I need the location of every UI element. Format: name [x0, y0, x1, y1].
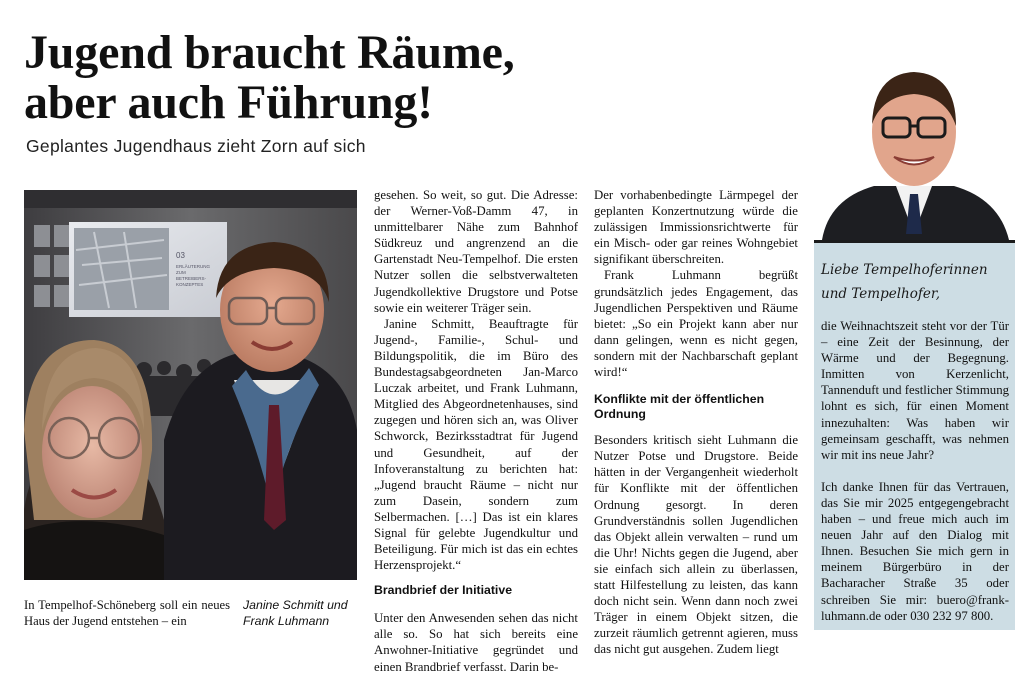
headline-line-2: aber auch Führung! — [24, 76, 433, 129]
slide-title-3: BETREIBERS- — [176, 276, 207, 281]
col3-subheading: Konflikte mit der öffentlichen Ordnung — [594, 392, 765, 422]
greeting-line-2: und Tempelhofer, — [821, 286, 941, 302]
caption-body: In Tempelhof-Schöneberg soll ein neues Haus der Jugend entstehen – ein — [24, 598, 230, 628]
slide-title-2: ZUM — [176, 270, 186, 275]
headline — [24, 28, 744, 128]
col2-paragraph-3: Unter den Anwesenden sehen das nicht alle so. So hat sich bereits eine Anwohner-Initiative gegründet und einen Brandbrief verfasst. Darin be- — [374, 611, 578, 674]
subtitle: Geplantes Jugendhaus zieht Zorn auf sich — [26, 136, 366, 156]
author-portrait — [814, 64, 1014, 240]
col2-subheading: Brandbrief der Initiative — [374, 583, 513, 598]
headline-line-1: Jugend braucht Räume, — [24, 26, 515, 79]
slide-number: 03 — [176, 251, 185, 260]
article-column-2 — [374, 187, 578, 675]
slide-title-1: ERLÄUTERUNG — [176, 264, 211, 269]
sidebar-text — [821, 318, 1009, 640]
col2-paragraph-2: Janine Schmitt, Beauftragte für Jugend-, Familie-, Schul- und Bildungspolitik, die im Büro des Bundestagsabgeordneten Jan-Marco Luczak arbeitet, und Frank Luhmann, Mitglied des Abgeordnetenhauses, sind zugegen und hören sich an, was Oliver Schworck, Bezirksstadtrat für Jugend und Gesundheit, auf der Infoveranstaltung zu berichten hat: „Jugend braucht Räume – nicht nur zum Dasein, sondern zum Selbermachen. […] Das ist ein klares Signal für gelebte Jugendkultur und Beteiligung. Für mich ist das ein echtes Herzensprojekt.“ — [374, 316, 578, 573]
sidebar-paragraph-1: die Weihnachtszeit steht vor der Tür – eine Zeit der Besinnung, der Wärme und der Begegnung. Inmitten von Kerzenlicht, Tannenduft und festlicher Stimmung lohnt es sich, für einen Moment innezuhalten: Was haben wir gemeinsam geschafft, was nehmen wir mit ins neue Jahr? — [821, 319, 1009, 462]
col3-paragraph-1: Der vorhabenbedingte Lärmpegel der geplanten Konzertnutzung würde die zulässigen Immissionsrichtwerte für ein Misch- oder gar reines Wohngebiet signifikant überschreiten. — [594, 188, 798, 267]
slide-title-4: KONZEPTES — [176, 282, 204, 287]
caption-credit: Janine Schmitt und Frank Luhmann — [243, 598, 348, 628]
col3-paragraph-3: Besonders kritisch sieht Luhmann die Nutzer Potse und Drugstore. Beide hätten in der Vergangenheit wiederholt für Konflikte mit der öffentlichen Ordnung gesorgt. In deren Grundverständnis sollen Jugendlichen das Objekt allein verwalten – rund um die Uhr! Nichts gegen die Jugend, aber sie einfach sich allein zu überlassen, statt Hilfestellung zu leisten, das kann doch nicht sein. Wenn dann noch zwei Träger in einem Objekt sitzen, die zurzeit räumlich getrennt agieren, muss das nicht gut ausgehen. Zudem liegt — [594, 433, 798, 657]
sidebar-paragraph-2: Ich danke Ihnen für das Vertrauen, das Sie mir 2025 entgegengebracht haben – und freue mich auch im neuen Jahr auf den Dialog mit Ihnen. Besuchen Sie mich gern in meinem Bürgerbüro in der Bacharacher Straße 35 oder schreiben Sie mir: buero@frank-luhmann.de oder 030 232 97 800. — [821, 479, 1009, 623]
col2-paragraph-1: gesehen. So weit, so gut. Die Adresse: der Werner-Voß-Damm 47, in unmittelbarer Nähe zum Bahnhof Südkreuz und angrenzend an die Gartenstadt Neu-Tempelhof. Die ersten Nutzer sollen die selbstverwalteten Jugendkollektive Drugstore und Potse sowie ein weiterer Träger sein. — [374, 188, 578, 315]
portrait-illustration — [814, 64, 1014, 240]
selfie-photo-illustration — [24, 190, 357, 580]
col3-paragraph-2: Frank Luhmann begrüßt grundsätzlich jedes Engagement, das Jugendlichen Perspektiven und Räume bietet: „So ein Projekt kann aber nur dann gelingen, wenn es nicht gegen, sondern mit der Nachbarschaft geplant wird!“ — [594, 268, 798, 380]
article-column-3 — [594, 187, 798, 657]
greeting-line-1: Liebe Tempelhoferinnen — [821, 262, 988, 278]
article-photo — [24, 190, 357, 580]
sidebar-greeting — [821, 258, 1011, 306]
